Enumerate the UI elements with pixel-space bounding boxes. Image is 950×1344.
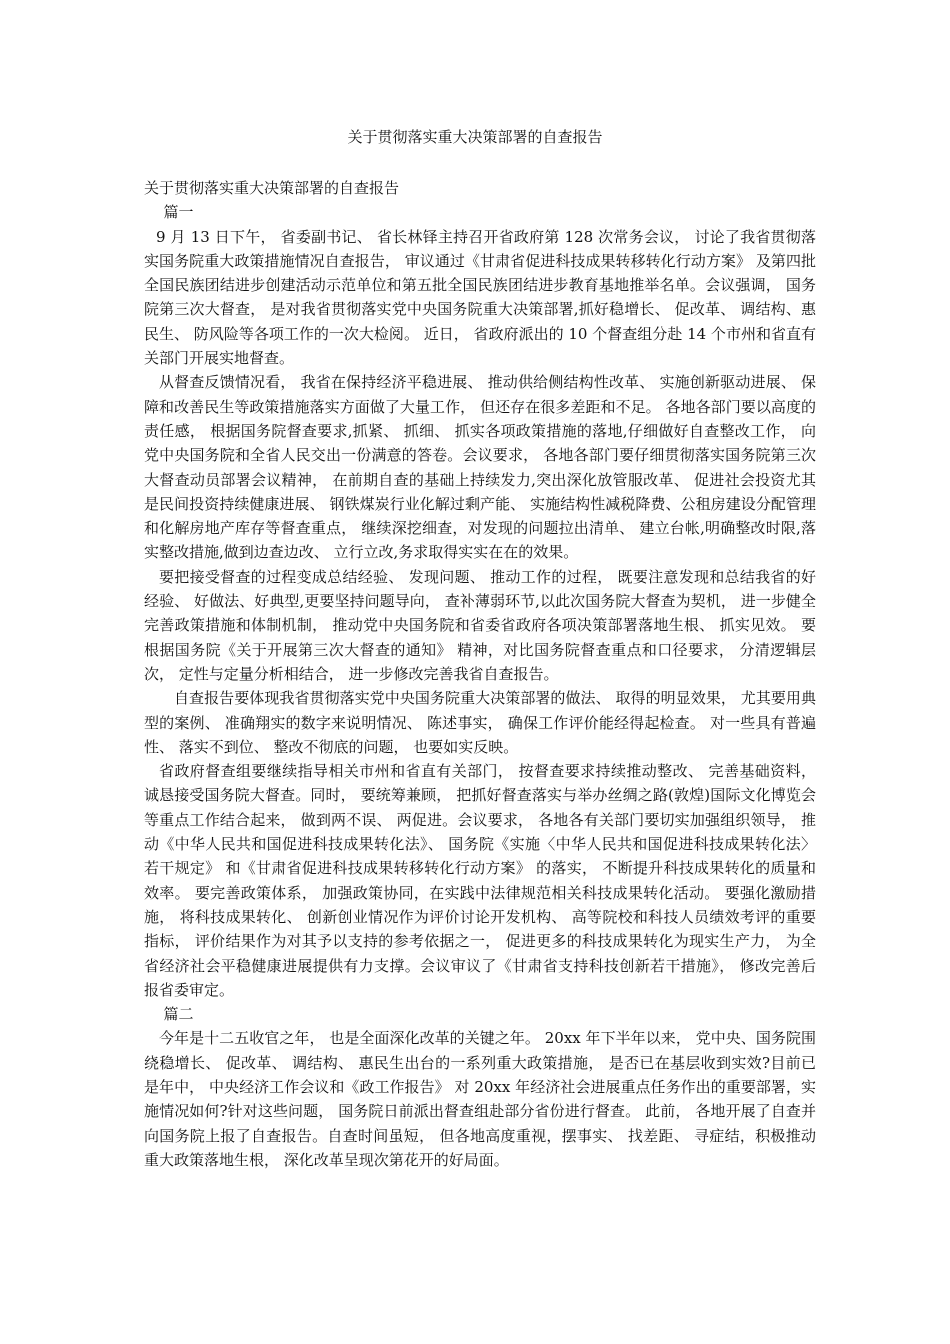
document-subtitle: 关于贯彻落实重大决策部署的自查报告 (144, 179, 400, 197)
paragraph: 要把接受督查的过程变成总结经验、 发现问题、 推动工作的过程， 既要注意发现和总结我省的好经验、 好做法、好典型,更要坚持问题导向， 查补薄弱环节,以此次国务院大督查为契机， 进一步健全完善政策措施和体制机制， 推动党中央国务院和省委省政府各项决策部署落地生根、 抓实见效。 要根据国务院《关于开展第三次大督查的通知》 精神，对比国务院督查重点和口径要求， 分清逻辑层次， 定性与定量分析相结合， 进一步修改完善我省自查报告。 (144, 567, 816, 683)
document-body (144, 176, 816, 1172)
document-title: 关于贯彻落实重大决策部署的自查报告 (347, 128, 603, 146)
paragraph: 9 月 13 日下午， 省委副书记、 省长林铎主持召开省政府第 128 次常务会议， 讨论了我省贯彻落实国务院重大政策措施情况自查报告， 审议通过《甘肃省促进科技成果转移转化行动方案》 及第四批全国民族团结进步创建活动示范单位和第五批全国民族团结进步教育基地推举名单。会议强调， 国务院第三次大督查， 是对我省贯彻落实党中央国务院重大决策部署,抓好稳增长、 促改革、 调结构、惠民生、 防风险等各项工作的一次大检阅。 近日， 省政府派出的 10 个督查组分赴 14 个市州和省直有关部门开展实地督查。 (144, 227, 816, 368)
paragraph: 从督查反馈情况看， 我省在保持经济平稳进展、 推动供给侧结构性改革、 实施创新驱动进展、 保障和改善民生等政策措施落实方面做了大量工作， 但还存在很多差距和不足。 各地各部门要以高度的责任感， 根据国务院督查要求,抓紧、 抓细、 抓实各项政策措施的落地,仔细做好自查整改工作， 向党中央国务院和全省人民交出一份满意的答卷。会议要求， 各地各部门要仔细贯彻落实国务院第三次大督查动员部署会议精神， 在前期自查的基础上持续发力,突出深化放管服改革、 促进社会投资尤其是民间投资持续健康进展、 钢铁煤炭行业化解过剩产能、 实施结构性减税降费、公租房建设分配管理和化解房地产库存等督查重点， 继续深挖细查，对发现的问题拉出清单、 建立台帐,明确整改时限,落实整改措施,做到边查边改、 立行立改,务求取得实实在在的效果。 (144, 373, 816, 562)
paragraph: 自查报告要体现我省贯彻落实党中央国务院重大决策部署的做法、 取得的明显效果， 尤其要用典型的案例、 准确翔实的数字来说明情况、 陈述事实， 确保工作评价能经得起检查。 对一些具有普遍性、 落实不到位、 整改不彻底的问题， 也要如实反映。 (144, 689, 816, 756)
section-heading: 篇二 (163, 1005, 194, 1024)
paragraph: 今年是十二五收官之年， 也是全面深化改革的关键之年。 20xx 年下半年以来， 党中央、国务院围绕稳增长、 促改革、 调结构、 惠民生出台的一系列重大政策措施， 是否已在基层收到实效?目前已是年中， 中央经济工作会议和《政工作报告》 对 20xx 年经济社会进展重点任务作出的重要部署，实施情况如何?针对这些问题， 国务院日前派出督查组赴部分省份进行督查。 此前， 各地开展了自查并向国务院上报了自查报告。自查时间虽短， 但各地高度重视，摆事实、 找差距、 寻症结，积极推动重大政策落地生根， 深化改革呈现次第花开的好局面。 (144, 1029, 816, 1169)
paragraph: 省政府督查组要继续指导相关市州和省直有关部门， 按督查要求持续推动整改、 完善基础资料， 诚恳接受国务院大督查。同时， 要统筹兼顾， 把抓好督查落实与举办丝绸之路(敦煌)国际文化博览会等重点工作结合起来， 做到两不误、 两促进。会议要求， 各地各有关部门要切实加强组织领导， 推动《中华人民共和国促进科技成果转化法》、 国务院《实施〈中华人民共和国促进科技成果转化法〉 若干规定》 和《甘肃省促进科技成果转移转化行动方案》 的落实， 不断提升科技成果转化的质量和效率。 要完善政策体系， 加强政策协同，在实践中法律规范相关科技成果转化活动。 要强化激励措施， 将科技成果转化、 创新创业情况作为评价讨论开发机构、 高等院校和科技人员绩效考评的重要指标， 评价结果作为对其予以支持的参考依据之一， 促进更多的科技成果转化为现实生产力， 为全省经济社会平稳健康进展提供有力支撑。会议审议了《甘肃省支持科技创新若干措施》， 修改完善后报省委审定。 (144, 762, 816, 999)
section-heading: 篇一 (163, 203, 194, 222)
